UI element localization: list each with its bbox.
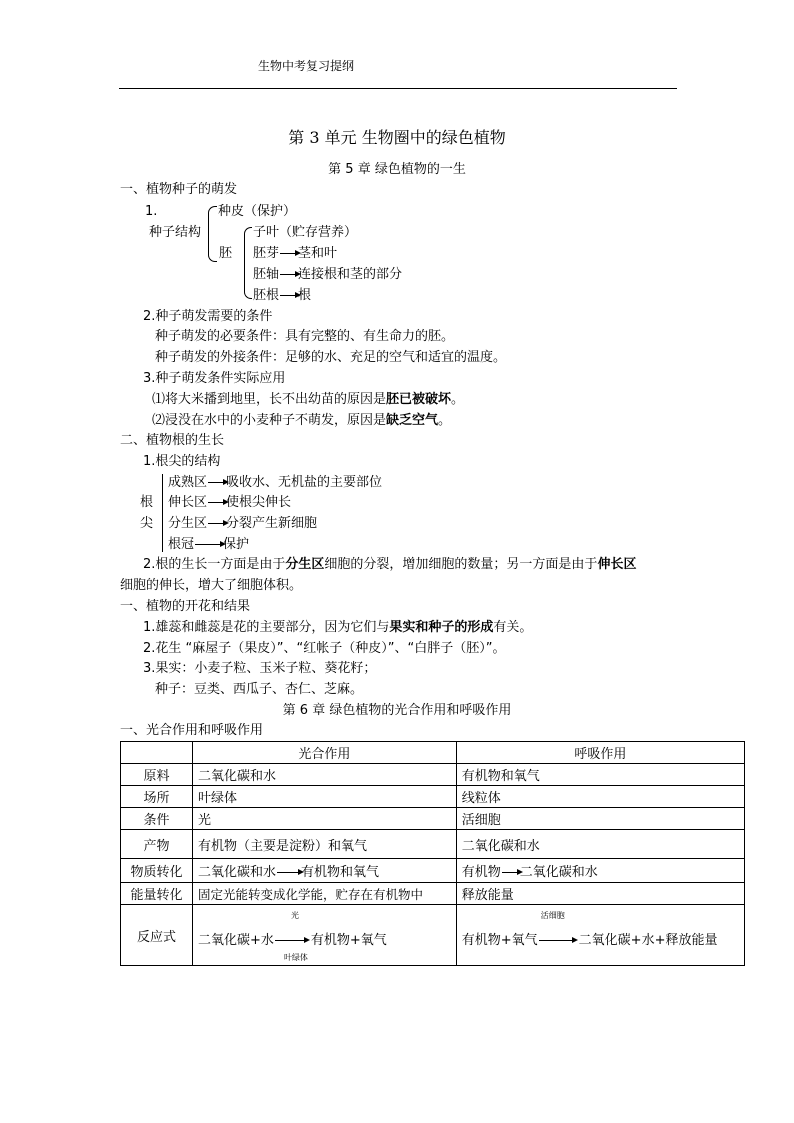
table-cell: 释放能量 [456,883,744,905]
row-label: 场所 [121,786,193,808]
row-label: 产物 [121,830,193,859]
table-cell: 有机物 二氧化碳和水 [456,859,744,883]
table-row [121,786,745,808]
arrow-icon [275,940,305,941]
table-cell: 线粒体 [456,786,744,808]
sec2-heading: 二、植物根的生长 [120,433,225,448]
flower-item-1: 1.雄蕊和雌蕊是花的主要部分，因为它们与果实和种子的形成有关。 [143,620,533,635]
table-cell: 二氧化碳和水 [192,764,456,786]
table-cell: 叶绿体 [192,786,456,808]
arrow-icon [280,253,296,254]
embryo-label: 胚 [219,246,233,261]
table-cell [456,905,744,966]
arrow-icon [277,872,299,873]
arrow-icon [280,274,296,275]
seed-brace [208,206,217,262]
arrow-icon [208,502,224,503]
table-header-cell [121,742,193,764]
root-zone-meristem: 分生区 分裂产生新细胞 [168,516,318,531]
formula-condition-top: 活细胞 [540,911,565,920]
chapter5-title: 第 5 章 绿色植物的一生 [328,162,466,177]
sec3-heading: 一、植物的开花和结果 [120,599,251,614]
arrow-icon [502,872,518,873]
root-tip-title: 1.根尖的结构 [143,454,221,469]
root-zone-elongation: 伸长区 使根尖伸长 [168,495,292,510]
formula-condition-bottom: 叶绿体 [283,953,308,962]
header-rule [119,88,677,89]
table-row [121,830,745,859]
table-row [121,808,745,830]
table-cell: 二氧化碳和水 有机物和氧气 [192,859,456,883]
application-1: ⑴将大米播到地里，长不出幼苗的原因是胚已被破坏。 [152,392,465,407]
table-header-cell: 呼吸作用 [456,742,744,764]
page-header: 生物中考复习提纲 [258,59,355,73]
photosynthesis-respiration-table [120,741,745,966]
row-label: 原料 [121,764,193,786]
table-cell: 二氧化碳和水 [456,830,744,859]
flower-item-2: 2.花生 “麻屋子（果皮）”、“红帐子（种皮）”、“白胖子（胚）”。 [143,641,506,656]
photosynthesis-formula: 光 二氧化碳+水 有机物+氧气 叶绿体 [197,911,387,962]
root-growth-line2: 细胞的伸长，增大了细胞体积。 [120,578,303,593]
flower-item-3: 3.果实：小麦子粒、玉米子粒、葵花籽； [143,661,377,676]
embryo-part-cotyledon: 子叶（贮存营养） [253,225,358,240]
condition-internal: 种子萌发的必要条件：具有完整的、有生命力的胚。 [155,329,455,344]
application-title: 3.种子萌发条件实际应用 [143,371,286,386]
table-cell: 活细胞 [456,808,744,830]
table-cell: 光 [192,808,456,830]
formula-condition-top: 光 [290,911,299,920]
arrow-icon [539,940,573,941]
arrow-icon [208,523,224,524]
row-label: 物质转化 [121,859,193,883]
table-cell: 固定光能转变成化学能，贮存在有机物中 [192,883,456,905]
table-cell [192,905,456,966]
root-tip-bracket [162,474,163,552]
root-growth-line1: 2.根的生长一方面是由于分生区细胞的分裂，增加细胞的数量；另一方面是由于伸长区 [143,557,637,572]
arrow-icon [208,482,224,483]
chapter6-title: 第 6 章 绿色植物的光合作用和呼吸作用 [282,703,512,718]
embryo-part-radicle: 胚根 根 [253,288,312,303]
root-zone-maturation: 成熟区 吸收水、无机盐的主要部位 [168,475,383,490]
tip-label: 尖 [140,516,154,531]
flower-item-3b: 种子：豆类、西瓜子、杏仁、芝麻。 [155,682,364,697]
sec1-heading: 一、植物种子的萌发 [120,182,238,197]
condition-external: 种子萌发的外接条件：足够的水、充足的空气和适宜的温度。 [155,350,507,365]
item-number: 1. [145,204,158,219]
embryo-brace [244,227,252,299]
arrow-icon [195,544,221,545]
row-label: 反应式 [121,905,193,966]
unit-title: 第 3 单元 生物圈中的绿色植物 [288,128,506,147]
embryo-part-hypocotyl: 胚轴 连接根和茎的部分 [253,267,403,282]
table-row [121,764,745,786]
table-header-cell: 光合作用 [192,742,456,764]
root-zone-cap: 根冠 保护 [168,537,250,552]
row-label: 能量转化 [121,883,193,905]
table-row [121,905,745,966]
table-row [121,859,745,883]
application-2: ⑵浸没在水中的小麦种子不萌发，原因是缺乏空气。 [152,413,452,428]
seed-coat: 种皮（保护） [218,204,297,219]
table-cell: 有机物（主要是淀粉）和氧气 [192,830,456,859]
ch6-sec1-heading: 一、光合作用和呼吸作用 [120,723,264,738]
table-header-row [121,742,745,764]
root-label: 根 [140,495,154,510]
embryo-part-plumule: 胚芽 茎和叶 [253,246,338,261]
arrow-icon [280,295,296,296]
row-label: 条件 [121,808,193,830]
table-cell: 有机物和氧气 [456,764,744,786]
respiration-formula: 活细胞 有机物+氧气 二氧化碳+水+释放能量 [461,911,718,948]
table-row [121,883,745,905]
seed-structure-label: 种子结构 [149,225,202,240]
conditions-title: 2.种子萌发需要的条件 [143,309,273,324]
